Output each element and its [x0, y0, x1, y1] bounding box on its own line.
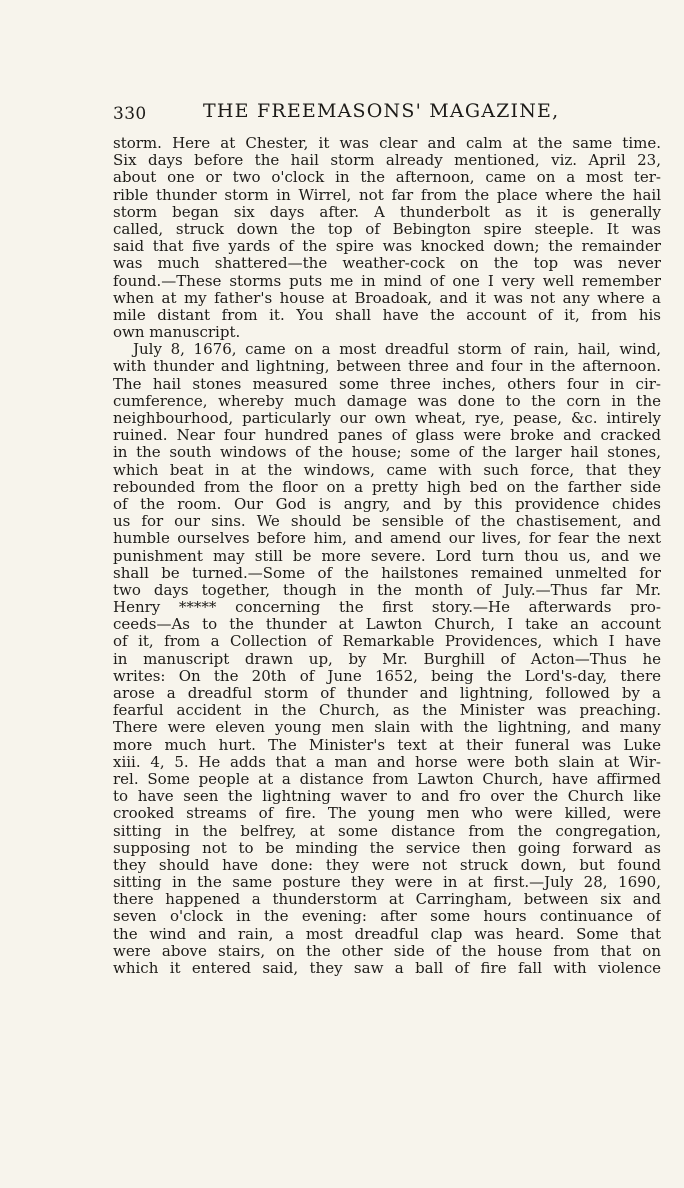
text-line: of it, from a Collection of Remarkable Providences, which I have: [113, 633, 661, 651]
text-line: ceeds—As to the thunder at Lawton Church, I take an account: [113, 616, 661, 634]
text-line: were above stairs, on the other side of the house from that on: [113, 942, 661, 960]
text-line: about one or two o'clock in the afternoon, came on a most ter-: [113, 169, 661, 187]
text-line: called, struck down the top of Bebington spire steeple. It was: [113, 220, 661, 238]
text-line: shall be turned.—Some of the hailstones remained unmelted for: [113, 564, 661, 582]
text-line: fearful accident in the Church, as the Minister was preaching.: [113, 702, 661, 720]
text-line: rel. Some people at a distance from Lawton Church, have affirmed: [113, 770, 661, 788]
text-line: which beat in at the windows, came with such force, that they: [113, 461, 661, 479]
text-line: to have seen the lightning waver to and fro over the Church like: [113, 788, 661, 806]
text-line: with thunder and lightning, between three and four in the afternoon.: [113, 358, 661, 376]
text-line: rible thunder storm in Wirrel, not far from the place where the hail: [113, 186, 661, 204]
body-text: [113, 135, 661, 977]
page-header: [113, 100, 661, 130]
text-line: us for our sins. We should be sensible of the chastisement, and: [113, 513, 661, 531]
text-line: Six days before the hail storm already mentioned, viz. April 23,: [113, 152, 661, 170]
text-line: more much hurt. The Minister's text at their funeral was Luke: [113, 736, 661, 754]
text-line: they should have done: they were not struck down, but found: [113, 856, 661, 874]
text-line: sitting in the belfrey, at some distance from the congregation,: [113, 822, 661, 840]
text-line: of the room. Our God is angry, and by this providence chides: [113, 495, 661, 513]
text-line: sitting in the same posture they were in at first.—July 28, 1690,: [113, 874, 661, 892]
text-line: arose a dreadful storm of thunder and lightning, followed by a: [113, 685, 661, 702]
text-line: cumference, whereby much damage was done to the corn in the: [113, 392, 661, 410]
text-line: mile distant from it. You shall have the account of it, from his: [113, 306, 661, 324]
text-line: humble ourselves before him, and amend our lives, for fear the next: [113, 530, 661, 548]
text-line: when at my father's house at Broadoak, and it was not any where a: [113, 289, 661, 307]
text-line: Henry ***** concerning the first story.—He afterwards pro-: [113, 599, 661, 617]
text-line: storm. Here at Chester, it was clear and calm at the same time.: [113, 135, 661, 152]
text-line: ruined. Near four hundred panes of glass were broke and cracked: [113, 427, 661, 445]
text-line: seven o'clock in the evening: after some hours continuance of: [113, 908, 661, 926]
text-line: there happened a thunderstorm at Carringham, between six and: [113, 891, 661, 909]
text-line: July 8, 1676, came on a most dreadful storm of rain, hail, wind,: [133, 341, 661, 359]
text-line: xiii. 4, 5. He adds that a man and horse were both slain at Wir-: [113, 753, 661, 771]
text-line: punishment may still be more severe. Lord turn thou us, and we: [113, 547, 661, 565]
text-line: rebounded from the floor on a pretty high bed on the farther side: [113, 478, 661, 496]
page-number: 330: [113, 104, 147, 124]
text-line: which it entered said, they saw a ball of fire fall with violence: [113, 960, 661, 977]
text-line: in manuscript drawn up, by Mr. Burghill of Acton—Thus he: [113, 650, 661, 668]
text-line: own manuscript.: [113, 324, 241, 342]
text-line: storm began six days after. A thunderbolt as it is generally: [113, 203, 661, 221]
text-line: the wind and rain, a most dreadful clap was heard. Some that: [113, 925, 661, 943]
text-line: There were eleven young men slain with the lightning, and many: [113, 719, 661, 737]
text-line: crooked streams of fire. The young men who were killed, were: [113, 805, 661, 823]
text-line: neighbourhood, particularly our own wheat, rye, pease, &c. intirely: [113, 410, 661, 427]
text-line: supposing not to be minding the service then going forward as: [113, 839, 661, 857]
text-line: was much shattered—the weather-cock on the top was never: [113, 255, 661, 273]
running-head-title: THE FREEMASONS' MAGAZINE,: [203, 100, 560, 122]
text-line: writes: On the 20th of June 1652, being the Lord's-day, there: [113, 667, 661, 685]
text-line: found.—These storms puts me in mind of one I very well remember: [113, 272, 661, 290]
text-line: two days together, though in the month of July.—Thus far Mr.: [113, 581, 661, 599]
text-line: The hail stones measured some three inches, others four in cir-: [113, 375, 661, 393]
document-page: [113, 100, 661, 977]
text-line: in the south windows of the house; some of the larger hail stones,: [113, 444, 661, 462]
text-line: said that five yards of the spire was knocked down; the remainder: [113, 238, 661, 256]
